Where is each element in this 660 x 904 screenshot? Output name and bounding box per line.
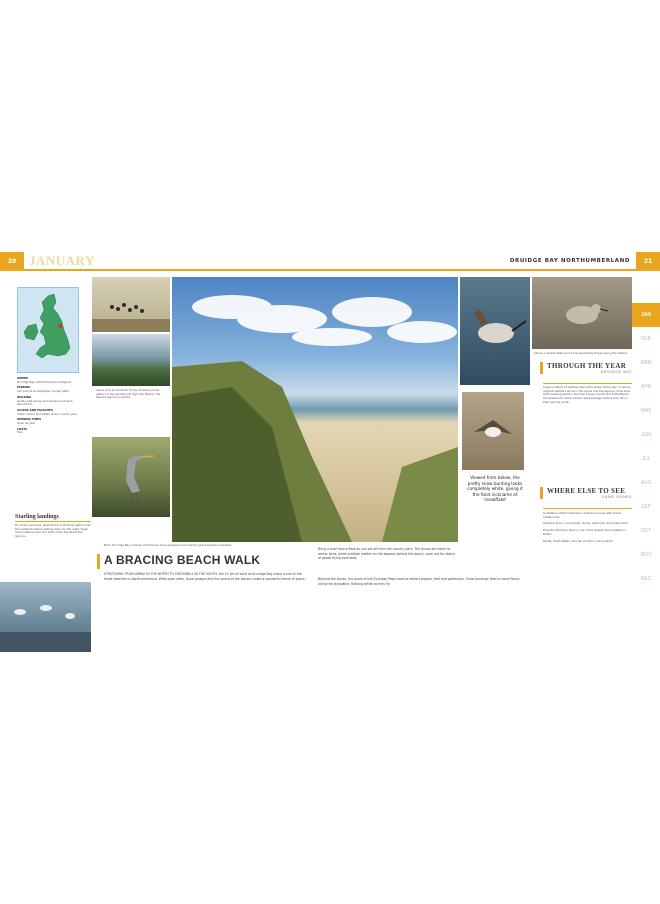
info-text: Visitor centre and toilets at the country park	[17, 411, 77, 416]
where-else-divider	[543, 508, 632, 509]
article-accent-bar	[97, 554, 100, 569]
info-text: Open all year	[17, 421, 36, 426]
birds-icon	[0, 582, 91, 652]
flock-photo	[92, 277, 170, 332]
dunes-icon	[172, 277, 458, 542]
article-column-1: STRETCHING FROM AMBLE IN THE NORTH TO CRESSWELL IN THE SOUTH, the 11 km of sand at Druridge Bay make it one of the finest beaches in Northumberland. Wide open skies, dune grasses and the sound of the waves create a wonderful sense of space.	[104, 572, 306, 581]
tab-mar[interactable]: MAR	[640, 360, 652, 366]
info-label: WALKING	[17, 394, 32, 399]
article-title: A BRACING BEACH WALK	[104, 553, 261, 567]
page-header	[0, 252, 660, 271]
tab-nov[interactable]: NOV	[640, 552, 652, 558]
pintail-photo	[460, 277, 530, 385]
tab-sep[interactable]: SEP	[640, 504, 651, 510]
where-else-title: WHERE ELSE TO SEE	[547, 487, 626, 495]
through-year-divider	[543, 383, 632, 384]
heron-icon	[92, 437, 170, 517]
quote: Viewed from below, the pretty snow bunting looks completely white, giving it the fond nickname of 'snowflake'	[467, 475, 523, 502]
main-photo-caption: Main: Druridge Bay, looking north across dune grassland and marram grass towards Cresswell.	[104, 543, 232, 547]
info-text: Free	[17, 430, 23, 435]
list-item: Braunton Burrows, Devon: one of the largest dune systems in Britain	[543, 528, 627, 536]
snow-bunting-photo	[462, 392, 524, 470]
list-item: Gibraltar Point, Lincolnshire: dunes, saltmarsh and winter birds	[543, 521, 628, 526]
location-title: DRUIDGE BAY NORTHUMBERLAND	[509, 258, 630, 264]
map-icon	[18, 288, 79, 373]
info-text: Car park at Druridge Bay Country Park	[17, 389, 69, 394]
through-year-text: Large numbers of wildfowl spend the winter at the bay. In spring, migrant warblers arrive in the dunes and the lagoons come alive with breeding waders. Summer brings orchids and butterflies to the grasslands, while autumn sees passage waders stop off on their journey south.	[543, 385, 631, 404]
right-page-number: 21	[636, 252, 660, 271]
list-item: Kenfig, South Wales: rare fen orchids in dune slacks	[543, 538, 613, 543]
article-column-2: Bring a scarf and a flask as you set off from the country park. The dunes are home to winter birds, while wildfowl shelter on the lagoons behind the beach. Look out for skeins of geese flying overhead.	[318, 547, 455, 561]
info-text: Gentle walk along sand dunes and beach, about 8 km	[17, 398, 74, 407]
map-info	[17, 377, 79, 437]
sanderling-photo	[532, 277, 632, 349]
pintail-caption: Above: A pintail drake and a tiny sanderling forage along the tideline.	[534, 351, 628, 355]
tab-apr[interactable]: APR	[640, 384, 652, 390]
article-column-3: Beyond the dunes, the pools of the Druridge Pools reserve attract wigeon, teal and goldeneye. Snow buntings feed in small flocks along the strandline, flashing white as they fly.	[318, 577, 520, 586]
heron-photo	[92, 437, 170, 517]
starling-box	[15, 514, 91, 539]
duck-icon	[460, 277, 530, 385]
left-page-number: 20	[0, 252, 24, 271]
magazine-spread	[0, 252, 660, 652]
sanderling-icon	[532, 277, 632, 349]
info-label: OPENING TIMES	[17, 417, 42, 422]
flock-caption: Above (top and bottom) Flocks of wading birds gather on the shoreline at high tide. Below: The reserve lagoons in winter.	[96, 388, 161, 400]
tab-jun[interactable]: JUN	[641, 432, 651, 438]
info-label: PARKING	[17, 385, 31, 390]
where-else-heading	[540, 487, 632, 499]
tab-jul[interactable]: JUL	[641, 456, 651, 462]
month-tabs	[632, 303, 660, 591]
through-year-heading	[540, 362, 632, 374]
lagoon-photo	[92, 334, 170, 386]
tab-jan[interactable]: JAN	[632, 303, 660, 327]
info-text: Druridge Bay, Northumberland, England	[17, 379, 72, 384]
flock-icon	[92, 277, 170, 332]
info-label: ACCESS AND FACILITIES	[17, 407, 53, 412]
uk-map	[17, 287, 79, 373]
where-else-list	[543, 512, 632, 546]
starling-title: Starling landings	[15, 514, 91, 522]
bunting-icon	[462, 392, 524, 470]
through-year-title: THROUGH THE YEAR	[547, 362, 627, 370]
info-label: COSTS	[17, 426, 27, 431]
tab-dec[interactable]: DEC	[640, 576, 652, 582]
starling-text: On winter evenings, large flocks of starlings gather over the reedbeds before settling down for the night. Huge murmurations swirl and twist in the sky above the lagoons.	[15, 523, 91, 539]
waders-photo	[0, 582, 91, 652]
list-item: Lindisfarne, Northumberland: extensive dunes with marsh helleborines	[543, 511, 622, 519]
tab-oct[interactable]: OCT	[640, 528, 652, 534]
where-else-subtitle: SAND DUNES	[601, 495, 632, 499]
main-beach-photo	[172, 277, 458, 542]
month-title: JANUARY	[29, 253, 95, 268]
tab-feb[interactable]: FEB	[641, 336, 651, 342]
tab-aug[interactable]: AUG	[640, 480, 652, 486]
through-year-subtitle: DRUIDGE BAY	[600, 370, 632, 374]
tab-may[interactable]: MAY	[640, 408, 652, 414]
info-label: WHERE	[17, 376, 28, 380]
